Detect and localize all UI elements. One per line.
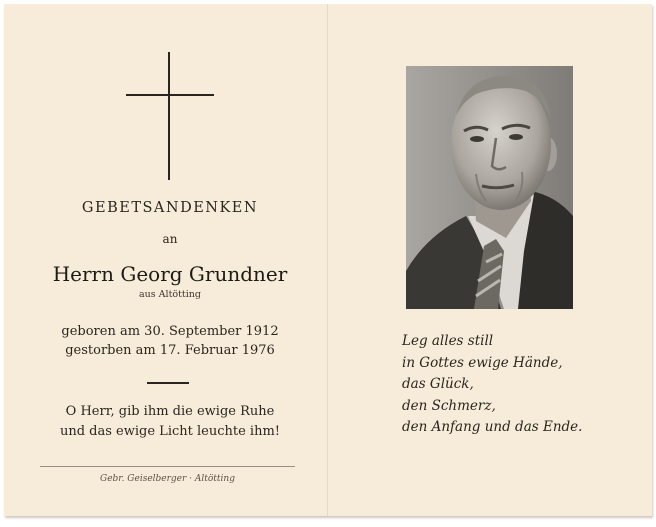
printer-imprint: Gebr. Geiselberger · Altötting	[100, 474, 235, 484]
verse-line: Leg alles still	[402, 333, 494, 349]
card-fold	[327, 4, 328, 516]
card-title: GEBETSANDENKEN	[81, 200, 259, 216]
verse-line: in Gottes ewige Hände,	[402, 354, 563, 371]
portrait-photo	[406, 66, 573, 309]
prayer-line: O Herr, gib ihm die ewige Ruhe	[65, 404, 275, 419]
origin-line: aus Altötting	[139, 289, 201, 300]
verse-line: das Glück,	[402, 376, 474, 392]
verse-line: den Anfang und das Ende.	[402, 419, 583, 435]
verse-line: den Schmerz,	[402, 397, 496, 414]
dedication-word: an	[162, 232, 178, 246]
portrait-image	[406, 66, 573, 309]
verse-block	[402, 331, 632, 439]
divider	[147, 382, 189, 384]
deceased-name: Herrn Georg Grundner	[52, 262, 288, 286]
footer-divider	[40, 466, 295, 467]
death-date: gestorben am 17. Februar 1976	[65, 343, 275, 358]
birth-date: geboren am 30. September 1912	[61, 324, 279, 339]
prayer-line: und das ewige Licht leuchte ihm!	[59, 424, 280, 439]
